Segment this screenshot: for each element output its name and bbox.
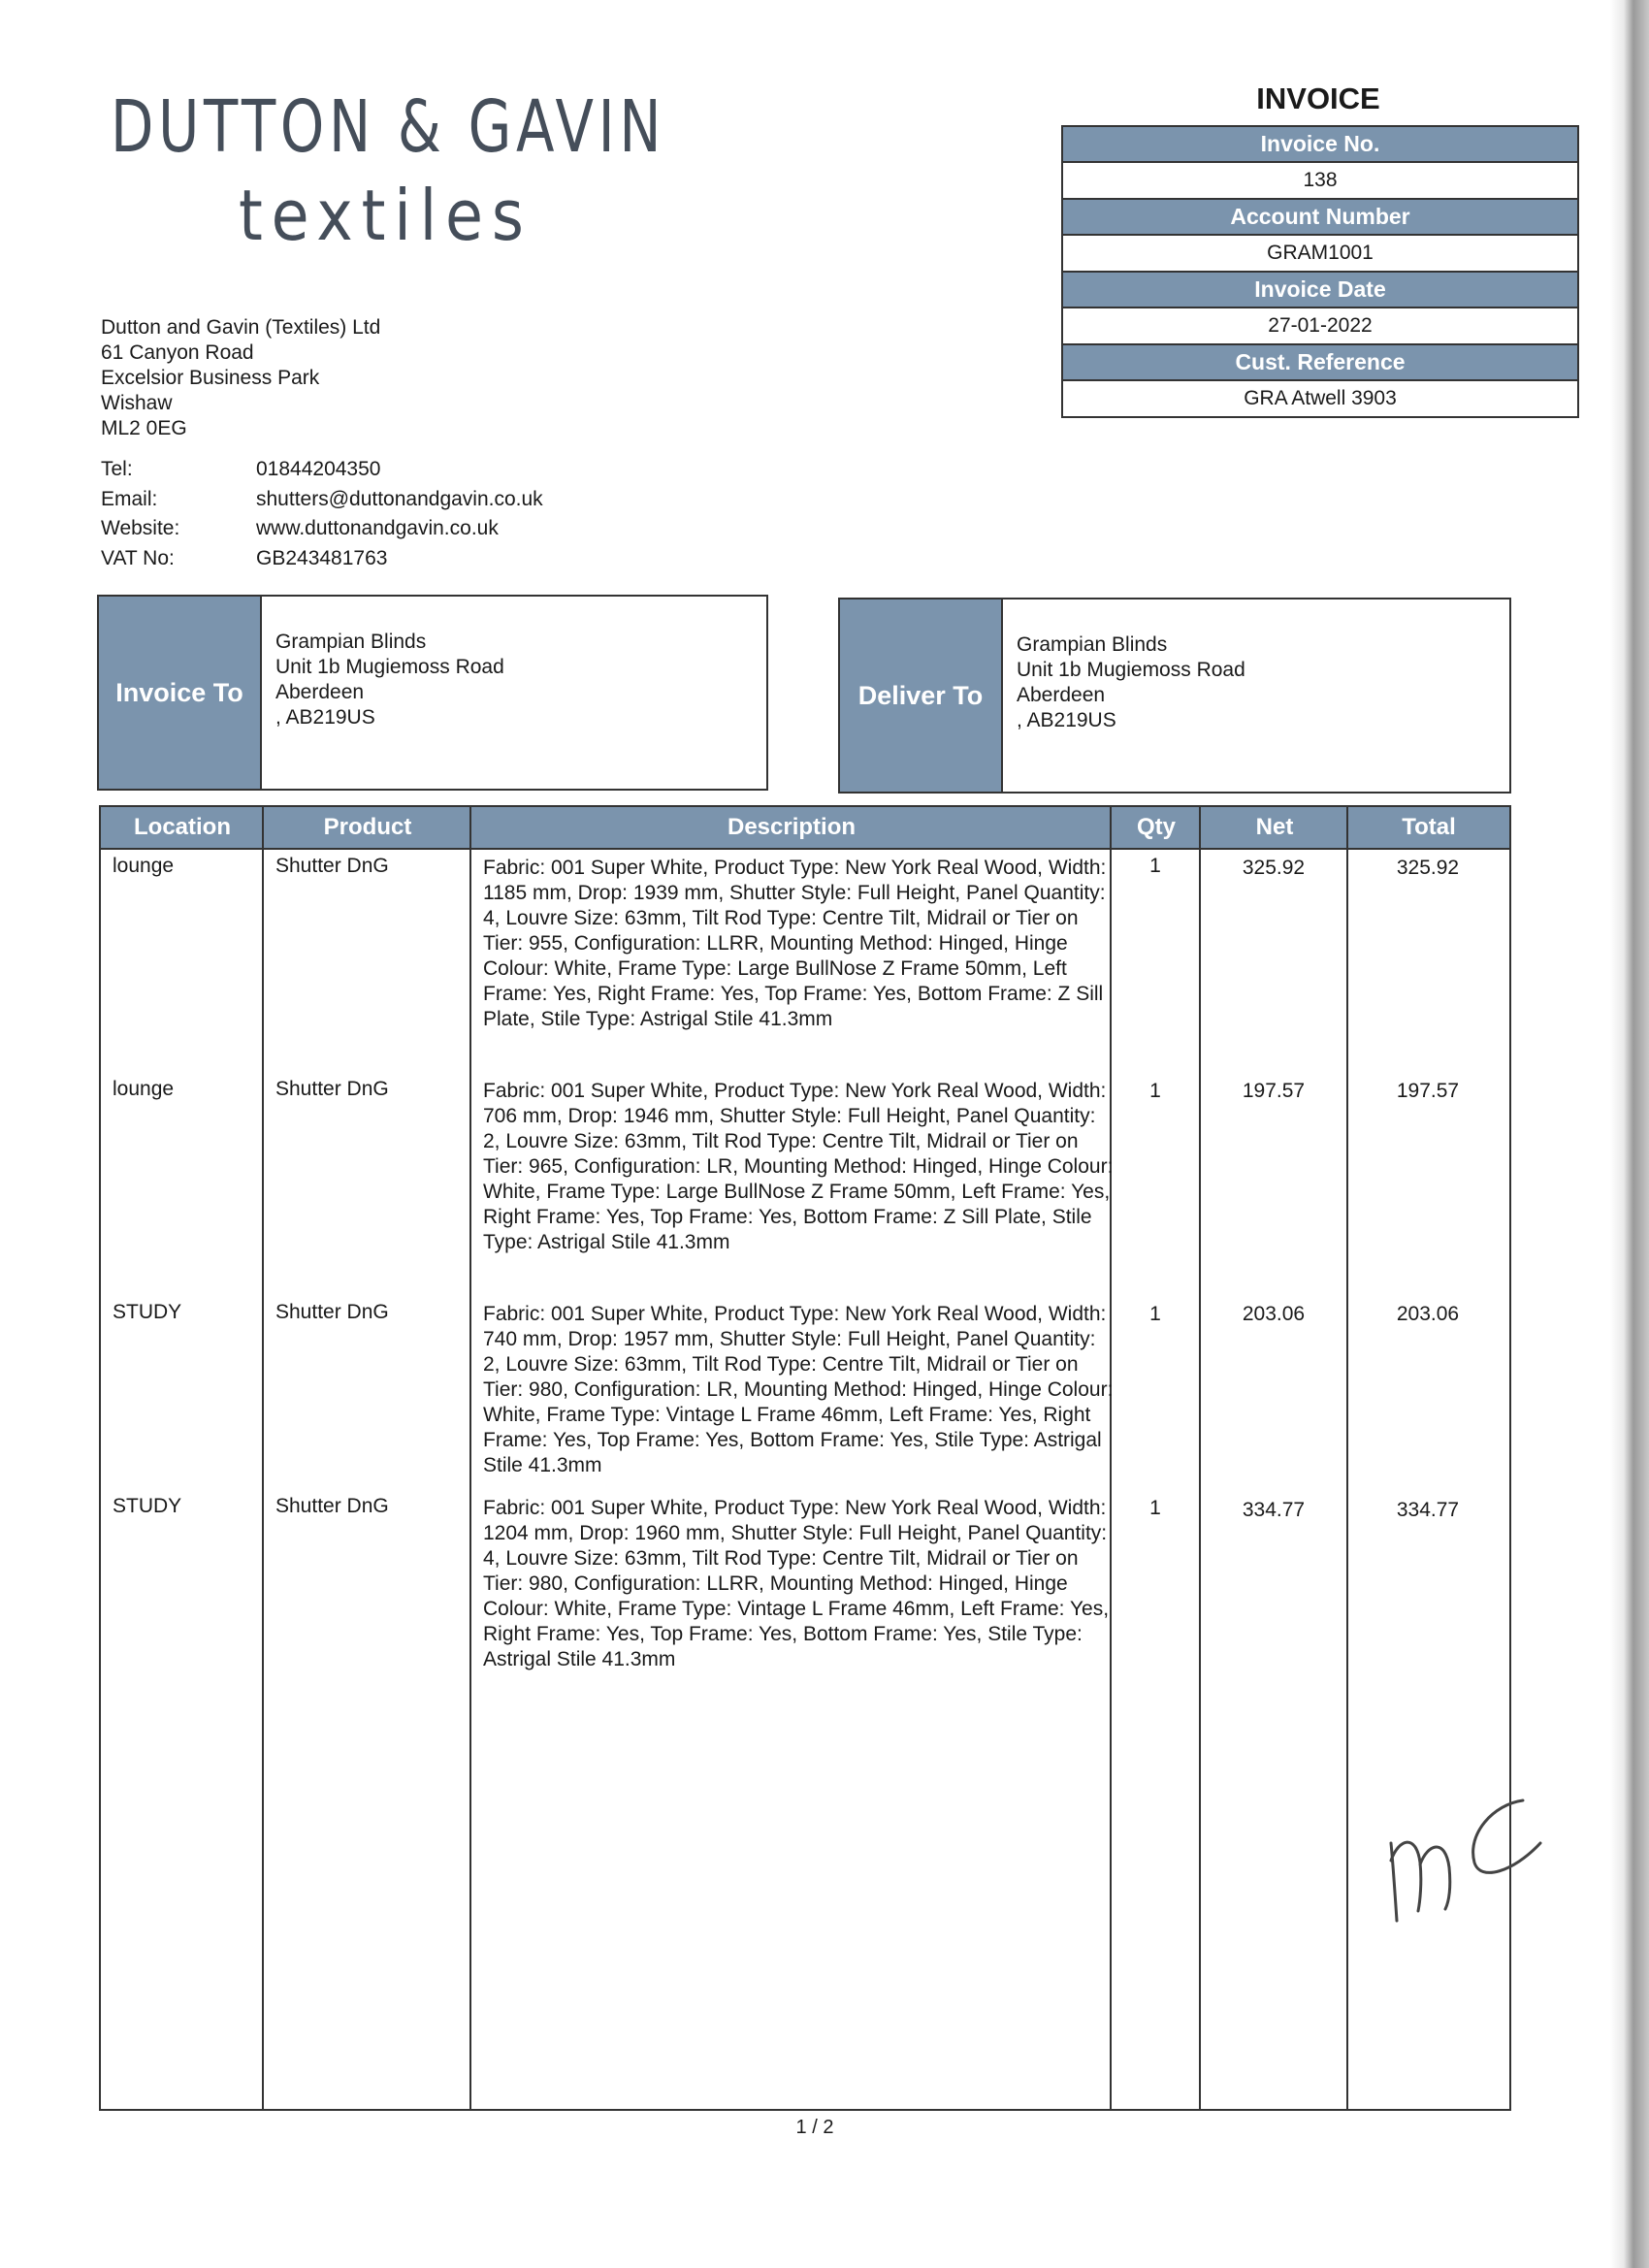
contact-value: shutters@duttonandgavin.co.uk [256,487,543,510]
table-row-description: Fabric: 001 Super White, Product Type: New York Real Wood, Width: 1185 mm, Drop: 1939 mm, Shutter Style: Full Height, Panel Quantity: 4, Louvre Size: 63mm, Tilt Rod Type: Centre Tilt, Midrail or Tier on Tier: 955, Configuration: LLRR, Mounting Method: Hinged, Hinge Colour: White, Frame Type: Large BullNose Z Frame 50mm, Left Frame: Yes, Right Frame: Yes, Top Frame: Yes, Bottom Frame: Z Sill Plate, Stile Type: Astrigal Stile 41.3mm [483,857,1107,1030]
contact-vat [101,544,543,574]
invoice-to-box [97,595,768,791]
invoice-info-box [1061,125,1579,418]
table-row-net: 334.77 [1242,1499,1306,1521]
contact-email [101,485,543,515]
table-row-qty: 1 [1149,855,1161,877]
invoice-field-label: Account Number [1063,200,1577,236]
deliver-to-address [1003,599,1245,792]
table-row-net: 325.92 [1242,857,1306,879]
scan-edge-shadow [1610,0,1649,2268]
invoice-field-label: Invoice Date [1063,273,1577,308]
table-row-product: Shutter DnG [275,1078,389,1100]
table-row-product: Shutter DnG [275,855,389,877]
table-row-description: Fabric: 001 Super White, Product Type: New York Real Wood, Width: 706 mm, Drop: 1946 mm, Shutter Style: Full Height, Panel Quantity: 2, Louvre Size: 63mm, Tilt Rod Type: Centre Tilt, Midrail or Tier on Tier: 965, Configuration: LR, Mounting Method: Hinged, Hinge Colour: White, Frame Type: Large BullNose Z Frame 50mm, Left Frame: Yes, Right Frame: Yes, Top Frame: Yes, Bottom Frame: Z Sill Plate, Stile Type: Astrigal Stile 41.3mm [483,1080,1114,1253]
table-row-description: Fabric: 001 Super White, Product Type: New York Real Wood, Width: 740 mm, Drop: 1957 mm, Shutter Style: Full Height, Panel Quantity: 2, Louvre Size: 63mm, Tilt Rod Type: Centre Tilt, Midrail or Tier on Tier: 980, Configuration: LR, Mounting Method: Hinged, Hinge Colour: White, Frame Type: Vintage L Frame 46mm, Left Frame: Yes, Right Frame: Yes, Top Frame: Yes, Bottom Frame: Yes, Stile Type: Astrigal Stile 41.3mm [483,1303,1114,1476]
table-row-qty: 1 [1149,1497,1161,1519]
invoice-date-value: 27-01-2022 [1063,308,1577,345]
contact-value: 01844204350 [256,458,381,480]
address-line: Grampian Blinds [1017,633,1168,656]
invoice-field-label: Invoice No. [1063,127,1577,163]
line-items-table [99,805,1511,2111]
deliver-to-label: Deliver To [840,599,1003,792]
table-row-location: STUDY [113,1301,182,1323]
contact-website [101,514,543,544]
company-logo-name: DUTTON & GAVIN [111,85,666,169]
table-row-qty: 1 [1149,1080,1161,1102]
column-header-description: Description [727,814,857,840]
column-header-product: Product [323,814,412,840]
address-line: , AB219US [275,706,375,729]
table-row-location: lounge [113,1078,175,1100]
address-line: , AB219US [1017,709,1116,731]
address-line: Aberdeen [1017,684,1106,706]
address-line: Aberdeen [275,681,365,703]
contact-value: GB243481763 [256,546,388,569]
customer-reference-value: GRA Atwell 3903 [1063,381,1577,416]
page-number: 1 / 2 [795,2117,834,2138]
account-number-value: GRAM1001 [1063,236,1577,273]
invoice-number-value: 138 [1063,163,1577,200]
company-address [101,315,380,441]
address-line: Dutton and Gavin (Textiles) Ltd [101,316,381,339]
table-row-total: 197.57 [1396,1080,1460,1102]
address-line: Grampian Blinds [275,631,427,653]
contact-tel [101,455,543,485]
address-line: ML2 0EG [101,417,187,439]
table-row-description: Fabric: 001 Super White, Product Type: New York Real Wood, Width: 1204 mm, Drop: 1960 mm, Shutter Style: Full Height, Panel Quantity: 4, Louvre Size: 63mm, Tilt Rod Type: Centre Tilt, Midrail or Tier on Tier: 980, Configuration: LLRR, Mounting Method: Hinged, Hinge Colour: White, Frame Type: Vintage L Frame 46mm, Left Frame: Yes, Right Frame: Yes, Top Frame: Yes, Bottom Frame: Yes, Stile Type: Astrigal Stile 41.3mm [483,1497,1110,1670]
invoice-to-address [262,597,504,789]
company-logo-subtitle: textiles [239,175,533,256]
contact-label: VAT No: [101,546,175,569]
table-row-qty: 1 [1149,1303,1161,1325]
column-divider [262,807,264,2109]
table-row-net: 197.57 [1242,1080,1306,1102]
address-line: Wishaw [101,392,173,414]
column-divider [1346,807,1348,2109]
column-divider [469,807,471,2109]
deliver-to-box [838,598,1511,794]
address-line: 61 Canyon Road [101,341,254,364]
table-row-total: 334.77 [1396,1499,1460,1521]
column-divider [1199,807,1201,2109]
column-header-location: Location [134,814,231,840]
contact-label: Website: [101,517,180,539]
contact-label: Email: [101,487,158,510]
address-line: Excelsior Business Park [101,367,320,389]
invoice-field-label: Cust. Reference [1063,345,1577,381]
column-header-qty: Qty [1136,814,1176,840]
address-line: Unit 1b Mugiemoss Road [1017,659,1245,681]
column-header-net: Net [1255,814,1294,840]
table-row-net: 203.06 [1242,1303,1306,1325]
company-contact [101,455,543,573]
table-row-total: 203.06 [1396,1303,1460,1325]
table-row-product: Shutter DnG [275,1301,389,1323]
contact-value: www.duttonandgavin.co.uk [256,517,499,539]
contact-label: Tel: [101,458,133,480]
address-line: Unit 1b Mugiemoss Road [275,656,504,678]
column-header-total: Total [1402,814,1456,840]
table-row-total: 325.92 [1396,857,1460,879]
invoice-title: INVOICE [1256,81,1380,115]
invoice-to-label: Invoice To [99,597,262,789]
table-row-location: lounge [113,855,175,877]
handwritten-signature [1377,1785,1552,1940]
table-row-product: Shutter DnG [275,1495,389,1517]
table-row-location: STUDY [113,1495,182,1517]
